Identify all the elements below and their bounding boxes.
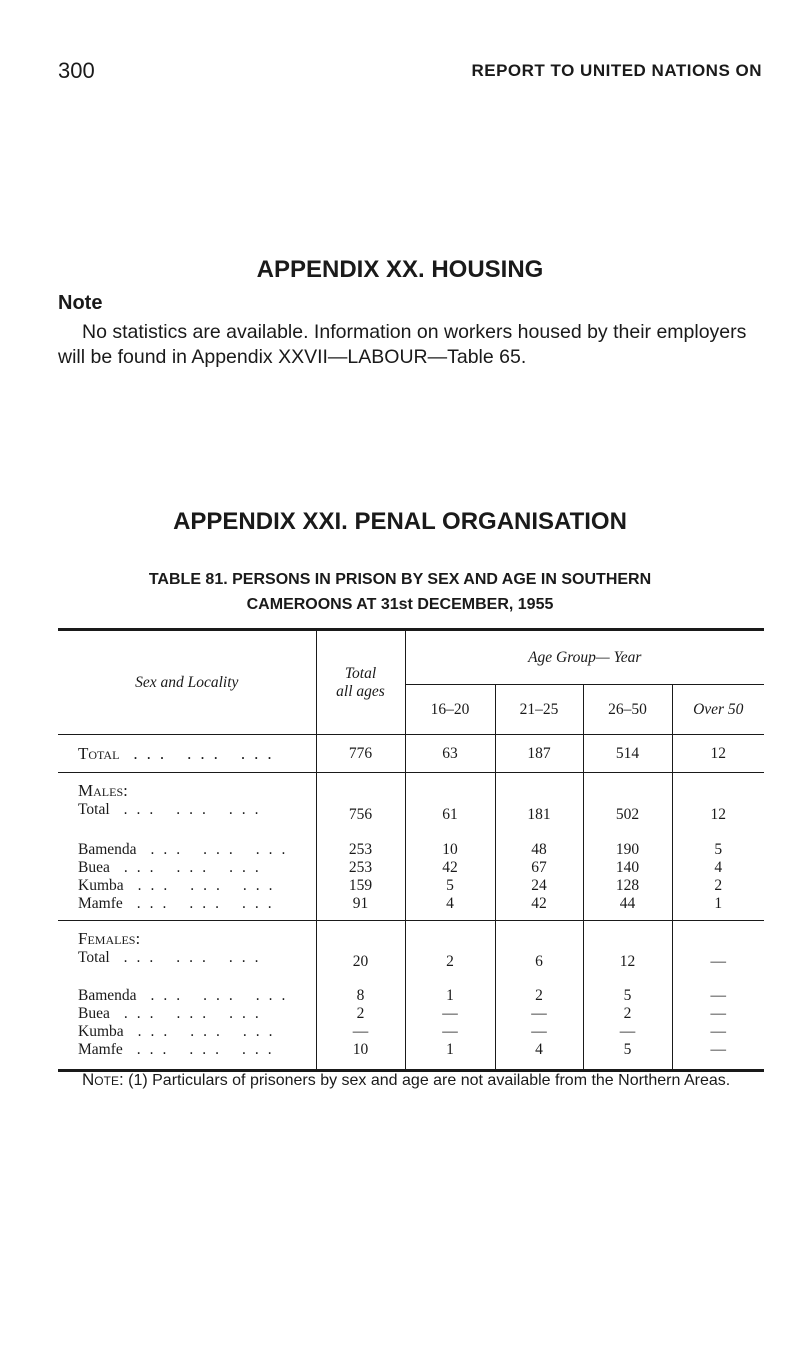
cell-females-total-21-25: 6 [495, 949, 583, 975]
cell-females-bamenda-21-25: 2 [495, 975, 583, 1005]
table-row [58, 1005, 764, 1023]
cell-males-kumba-21-25: 24 [495, 877, 583, 895]
note-heading: Note [58, 292, 103, 314]
row-label-males-heading: Males: [78, 780, 128, 800]
cell-males-mamfe-all: 91 [316, 895, 405, 921]
table-title-line-2: CAMEROONS AT 31st DECEMBER, 1955 [246, 596, 554, 613]
row-label-males-total: Total ... ... ... [78, 800, 268, 818]
cell-females-mamfe-all: 10 [316, 1041, 405, 1071]
cell-females-buea-26-50: 2 [583, 1005, 672, 1023]
cell-females-bamenda-16-20: 1 [405, 975, 495, 1005]
cell-males-bamenda-over-50: 5 [672, 829, 764, 859]
cell-males-total-over-50: 12 [672, 801, 764, 829]
cell-females-buea-21-25: — [495, 1005, 583, 1023]
cell-males-bamenda-26-50: 190 [583, 829, 672, 859]
cell-total-over-50: 12 [672, 735, 764, 773]
header-sex-locality: Sex and Locality [58, 630, 316, 735]
cell-males-total-16-20: 61 [405, 801, 495, 829]
row-label-females-bamenda: Bamenda ... ... ... [78, 986, 295, 1004]
cell-males-kumba-all: 159 [316, 877, 405, 895]
table-row [58, 829, 764, 859]
table-row [58, 773, 764, 801]
cell-males-mamfe-over-50: 1 [672, 895, 764, 921]
cell-males-mamfe-26-50: 44 [583, 895, 672, 921]
table-row [58, 1041, 764, 1071]
row-label-total: Total ... ... ... [58, 735, 316, 773]
header-total-line-1: Total [344, 664, 377, 682]
table-title-line-1: TABLE 81. PERSONS IN PRISON BY SEX AND AGE IN SOUTHERN [148, 571, 652, 588]
cell-females-kumba-26-50: — [583, 1023, 672, 1041]
cell-males-buea-21-25: 67 [495, 859, 583, 877]
cell-females-kumba-16-20: — [405, 1023, 495, 1041]
header-age-21-25: 21–25 [495, 685, 583, 735]
cell-total-all: 776 [316, 735, 405, 773]
cell-males-buea-26-50: 140 [583, 859, 672, 877]
row-label-males-mamfe: Mamfe ... ... ... [58, 895, 316, 921]
cell-males-bamenda-16-20: 10 [405, 829, 495, 859]
cell-total-26-50: 514 [583, 735, 672, 773]
table-row [58, 975, 764, 1005]
cell-males-bamenda-all: 253 [316, 829, 405, 859]
header-age-26-50: 26–50 [583, 685, 672, 735]
cell-females-total-16-20: 2 [405, 949, 495, 975]
cell-females-bamenda-over-50: — [672, 975, 764, 1005]
table-row [58, 1023, 764, 1041]
cell-males-total-21-25: 181 [495, 801, 583, 829]
row-label-females-mamfe: Mamfe ... ... ... [58, 1041, 316, 1071]
cell-males-kumba-16-20: 5 [405, 877, 495, 895]
cell-total-16-20: 63 [405, 735, 495, 773]
row-label-males-kumba: Kumba ... ... ... [78, 876, 282, 894]
cell-females-mamfe-over-50: — [672, 1041, 764, 1071]
running-head: REPORT TO UNITED NATIONS ON [471, 61, 762, 80]
cell-males-mamfe-21-25: 42 [495, 895, 583, 921]
page-number: 300 [58, 58, 95, 83]
cell-females-kumba-21-25: — [495, 1023, 583, 1041]
appendix-xxi-title: APPENDIX XXI. PENAL ORGANISATION [173, 508, 627, 535]
table-title [0, 567, 800, 617]
header-age-group: Age Group— Year [405, 630, 764, 685]
cell-males-total-all: 756 [316, 801, 405, 829]
footnote-label: Note: [82, 1070, 124, 1089]
cell-females-total-over-50: — [672, 949, 764, 975]
table-row [58, 735, 764, 773]
appendix-xx-title: APPENDIX XX. HOUSING [256, 256, 544, 283]
cell-females-buea-16-20: — [405, 1005, 495, 1023]
cell-males-total-26-50: 502 [583, 801, 672, 829]
cell-males-bamenda-21-25: 48 [495, 829, 583, 859]
cell-females-bamenda-all: 8 [316, 975, 405, 1005]
header-total-all-ages [316, 630, 405, 735]
cell-females-buea-over-50: — [672, 1005, 764, 1023]
cell-males-buea-16-20: 42 [405, 859, 495, 877]
row-label-males-bamenda: Bamenda ... ... ... [78, 840, 295, 858]
cell-females-buea-all: 2 [316, 1005, 405, 1023]
header-age-16-20: 16–20 [405, 685, 495, 735]
cell-females-total-all: 20 [316, 949, 405, 975]
cell-females-mamfe-16-20: 1 [405, 1041, 495, 1071]
footnote-text: (1) Particulars of prisoners by sex and age are not available from the Northern Areas. [128, 1072, 731, 1089]
cell-males-buea-over-50: 4 [672, 859, 764, 877]
cell-females-kumba-all: — [316, 1023, 405, 1041]
row-label-females-kumba: Kumba ... ... ... [78, 1022, 282, 1040]
row-label-females-heading: Females: [78, 928, 141, 948]
cell-males-kumba-over-50: 2 [672, 877, 764, 895]
cell-females-mamfe-21-25: 4 [495, 1041, 583, 1071]
cell-total-21-25: 187 [495, 735, 583, 773]
row-label-females-total: Total ... ... ... [78, 948, 268, 966]
cell-males-kumba-26-50: 128 [583, 877, 672, 895]
header-total-line-2: all ages [336, 682, 385, 700]
row-label-females-buea: Buea ... ... ... [78, 1004, 268, 1022]
cell-females-bamenda-26-50: 5 [583, 975, 672, 1005]
cell-females-total-26-50: 12 [583, 949, 672, 975]
prison-table [58, 628, 764, 1072]
cell-males-mamfe-16-20: 4 [405, 895, 495, 921]
cell-females-kumba-over-50: — [672, 1023, 764, 1041]
cell-females-mamfe-26-50: 5 [583, 1041, 672, 1071]
table-row [58, 877, 764, 895]
table-footnote [58, 1070, 763, 1091]
header-age-over-50: Over 50 [672, 685, 764, 735]
cell-males-buea-all: 253 [316, 859, 405, 877]
table-row [58, 859, 764, 877]
table-row [58, 949, 764, 975]
table-row [58, 895, 764, 921]
table-row [58, 921, 764, 949]
row-label-males-buea: Buea ... ... ... [78, 858, 268, 876]
note-body: No statistics are available. Information on workers housed by their employers will be found in Appendix XXVII—LABOUR—Table 65. [58, 321, 747, 368]
table-row [58, 801, 764, 829]
